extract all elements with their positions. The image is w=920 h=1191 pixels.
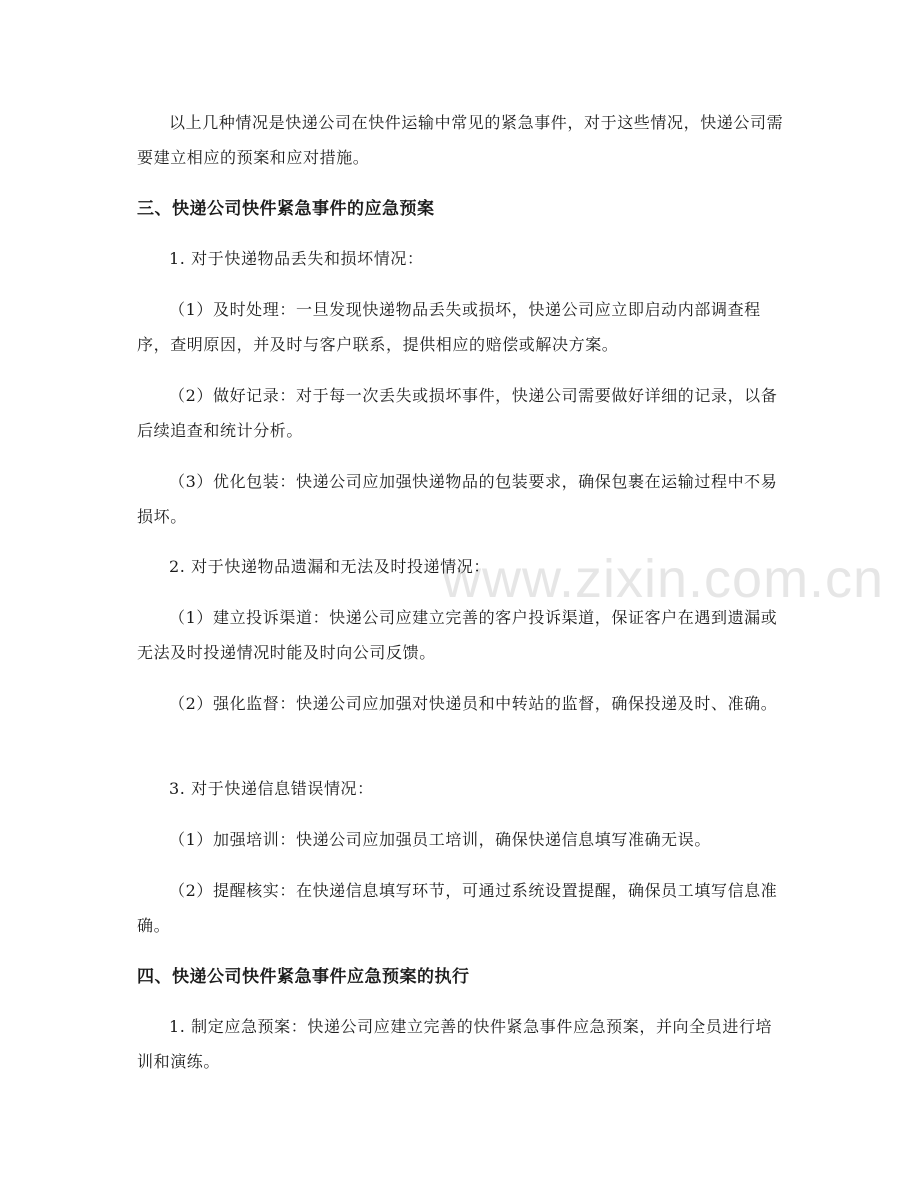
- paragraph-item-3: 3. 对于快递信息错误情况：: [169, 779, 374, 798]
- paragraph-intro-summary: 以上几种情况是快递公司在快件运输中常见的紧急事件，对于这些情况，快递公司需要建立相应的预案和应对措施。: [137, 113, 784, 167]
- section-heading-3: 三、快递公司快件紧急事件的应急预案: [137, 199, 435, 219]
- paragraph-item-2-2: （2）强化监督：快递公司应加强对快递员和中转站的监督，确保投递及时、准确。: [169, 694, 778, 713]
- paragraph-exec-1: 1. 制定应急预案：快递公司应建立完善的快件紧急事件应急预案，并向全员进行培训和演练。: [137, 1017, 773, 1071]
- paragraph-item-2-1: （1）建立投诉渠道：快递公司应建立完善的客户投诉渠道，保证客户在遇到遗漏或无法及时投递情况时能及时向公司反馈。: [137, 608, 778, 662]
- section-heading-4: 四、快递公司快件紧急事件应急预案的执行: [137, 967, 470, 987]
- paragraph-item-1: 1. 对于快递物品丢失和损坏情况：: [169, 249, 424, 268]
- paragraph-item-1-2: （2）做好记录：对于每一次丢失或损坏事件，快递公司需要做好详细的记录，以备后续追查和统计分析。: [137, 386, 778, 440]
- paragraph-item-2: 2. 对于快递物品遗漏和无法及时投递情况：: [169, 557, 490, 576]
- watermark: www.zixin.com.cn: [442, 549, 885, 609]
- paragraph-item-1-1: （1）及时处理：一旦发现快递物品丢失或损坏，快递公司应立即启动内部调查程序，查明原因，并及时与客户联系，提供相应的赔偿或解决方案。: [137, 300, 761, 354]
- paragraph-item-1-3: （3）优化包装：快递公司应加强快递物品的包装要求，确保包裹在运输过程中不易损坏。: [137, 472, 778, 526]
- paragraph-item-3-1: （1）加强培训：快递公司应加强员工培训，确保快递信息填写准确无误。: [169, 830, 711, 849]
- paragraph-item-3-2: （2）提醒核实：在快递信息填写环节，可通过系统设置提醒，确保员工填写信息准确。: [137, 881, 778, 935]
